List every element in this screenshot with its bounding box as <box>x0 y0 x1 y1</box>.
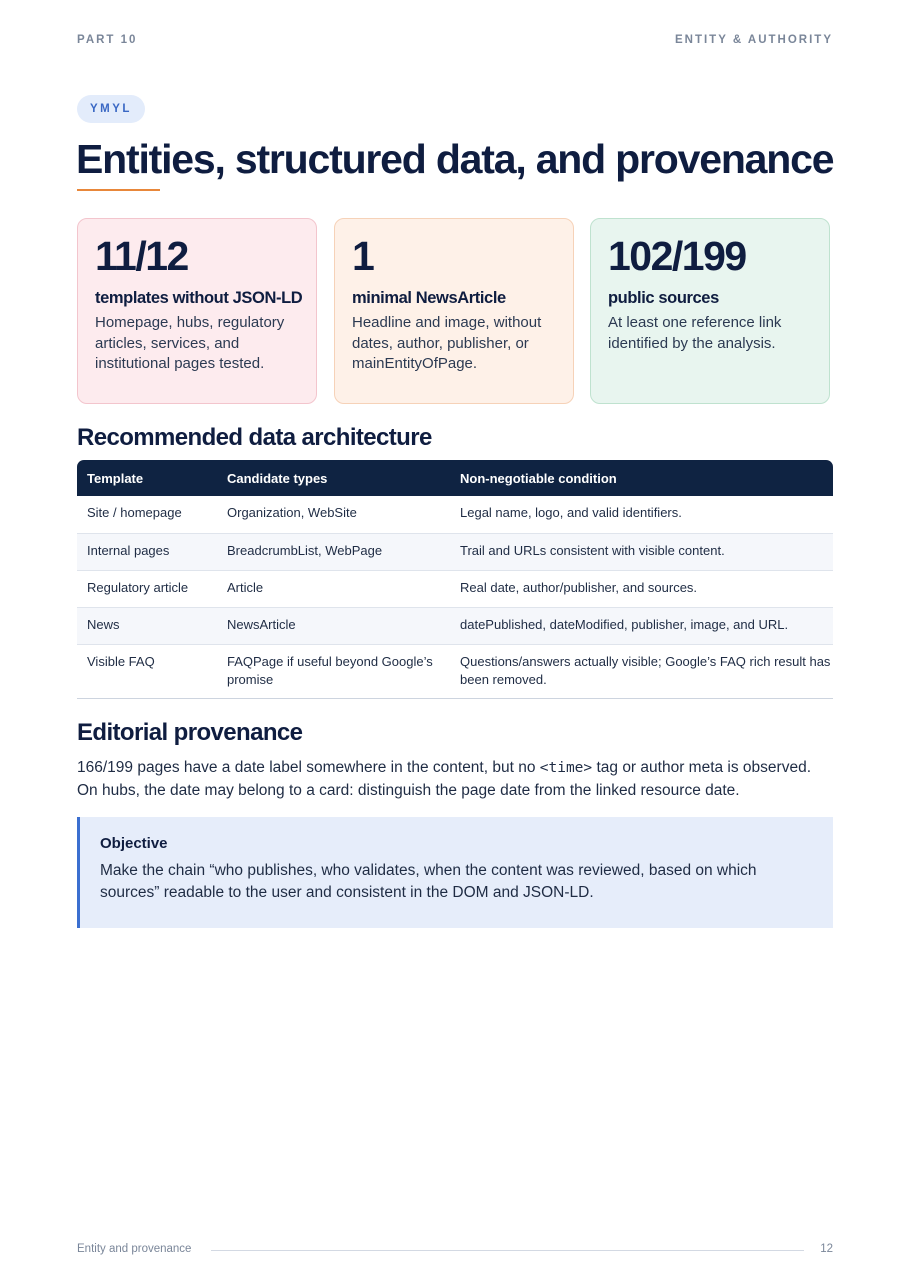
stat-value: 102/199 <box>608 233 746 279</box>
running-header <box>77 34 833 50</box>
stat-value: 11/12 <box>95 233 188 279</box>
stat-card-templates <box>77 218 317 404</box>
stat-description: Headline and image, without dates, author, publisher, or mainEntityOfPage. <box>352 314 542 372</box>
table-cell: Organization, WebSite <box>217 496 450 533</box>
section-label: ENTITY & AUTHORITY <box>674 34 833 46</box>
stat-value: 1 <box>352 233 374 279</box>
callout-body: Make the chain “who publishes, who validates, when the content was reviewed, based on which sources” readable to the user and consistent in the DOM and JSON-LD. <box>100 862 757 901</box>
page-footer <box>77 1243 833 1259</box>
objective-callout <box>77 817 833 928</box>
provenance-text-start: 166/199 pages have a date label somewhere in the content, but no <box>77 759 540 776</box>
table-row <box>77 533 833 570</box>
part-label: PART 10 <box>77 34 138 46</box>
ymyl-badge: YMYL <box>77 95 145 123</box>
table-cell: BreadcrumbList, WebPage <box>217 533 450 570</box>
page-number: 12 <box>820 1243 833 1255</box>
architecture-heading: Recommended data architecture <box>77 424 432 451</box>
column-header-condition: Non-negotiable condition <box>450 460 833 496</box>
stat-description: At least one reference link identified by the analysis. <box>608 314 782 352</box>
table-cell: NewsArticle <box>217 607 450 644</box>
table-cell: Internal pages <box>77 533 217 570</box>
footer-rule <box>211 1250 804 1251</box>
table-cell: Visible FAQ <box>77 644 217 698</box>
stat-description: Homepage, hubs, regulatory articles, services, and institutional pages tested. <box>95 314 285 372</box>
architecture-table <box>77 460 833 699</box>
table-cell: FAQPage if useful beyond Google’s promise <box>217 644 450 698</box>
table-cell: datePublished, dateModified, publisher, image, and URL. <box>450 607 833 644</box>
stat-label: minimal NewsArticle <box>352 289 506 307</box>
table-cell: Trail and URLs consistent with visible content. <box>450 533 833 570</box>
table-row <box>77 570 833 607</box>
stat-label: templates without JSON-LD <box>95 289 303 307</box>
stat-card-newsarticle <box>334 218 574 404</box>
stat-cards <box>77 218 833 406</box>
page-title: Entities, structured data, and provenance <box>76 136 834 182</box>
stat-card-sources <box>590 218 830 404</box>
column-header-candidate-types: Candidate types <box>217 460 450 496</box>
column-header-template: Template <box>77 460 217 496</box>
page <box>77 0 833 1286</box>
title-accent-rule <box>77 189 160 191</box>
provenance-text-end: tag or author meta is observed. On hubs, the date may belong to a card: distinguish the page date from the linked resource date. <box>77 759 811 799</box>
table-row <box>77 496 833 533</box>
table-cell: News <box>77 607 217 644</box>
table-row <box>77 644 833 698</box>
table-cell: Site / homepage <box>77 496 217 533</box>
callout-title: Objective <box>100 835 168 852</box>
table-cell: Questions/answers actually visible; Google’s FAQ rich result has been removed. <box>450 644 833 698</box>
table-row <box>77 607 833 644</box>
table-cell: Real date, author/publisher, and sources. <box>450 570 833 607</box>
table-cell: Article <box>217 570 450 607</box>
provenance-paragraph <box>77 757 833 801</box>
provenance-heading: Editorial provenance <box>77 719 303 746</box>
table-header-row <box>77 460 833 496</box>
table-cell: Regulatory article <box>77 570 217 607</box>
table-cell: Legal name, logo, and valid identifiers. <box>450 496 833 533</box>
stat-label: public sources <box>608 289 719 307</box>
time-tag-code: <time> <box>539 760 593 776</box>
footer-label: Entity and provenance <box>77 1243 192 1255</box>
